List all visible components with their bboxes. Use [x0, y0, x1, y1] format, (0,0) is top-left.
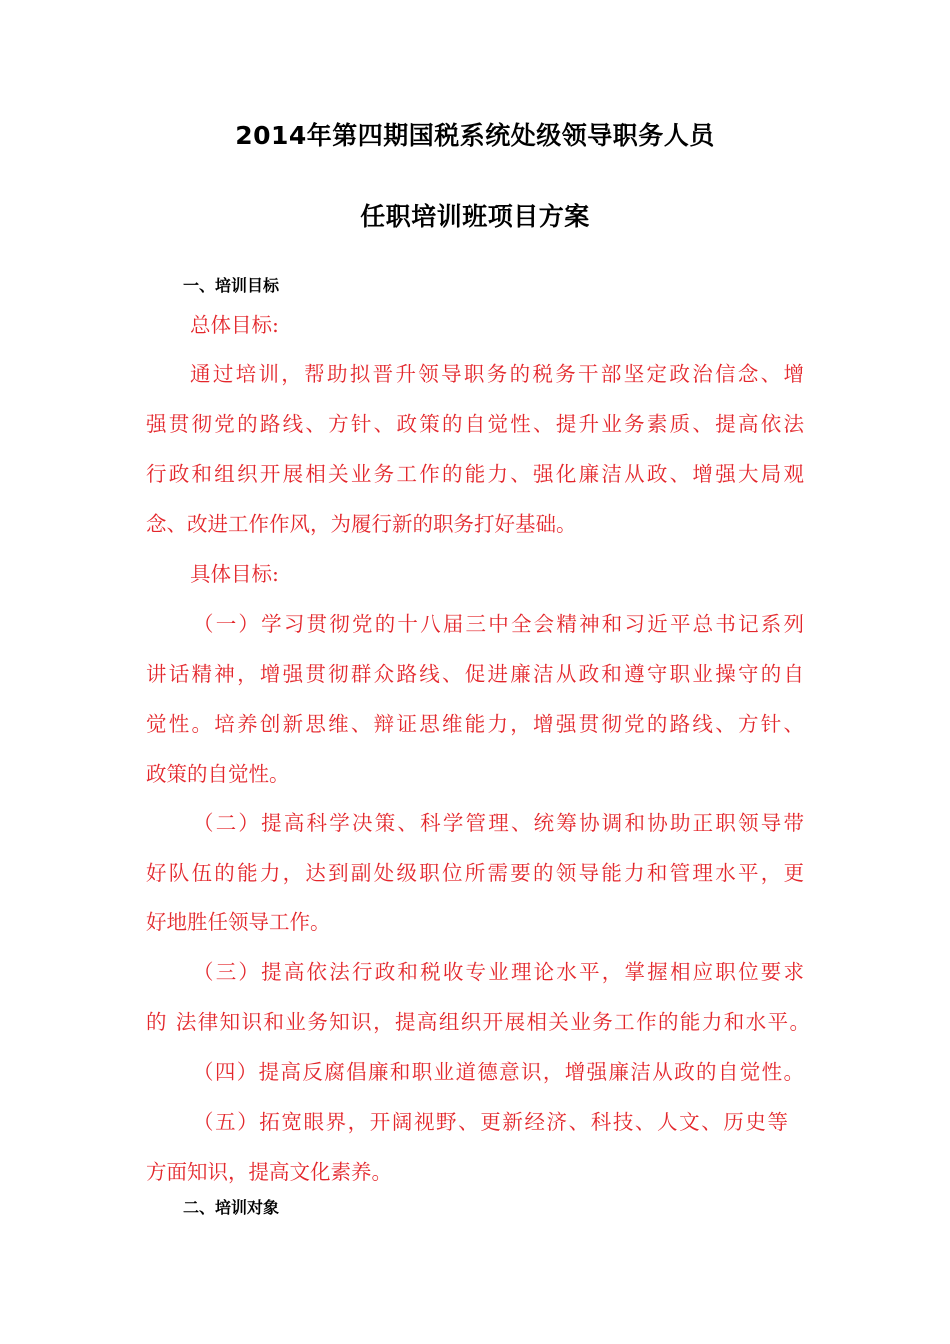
specific-goal-2-line: （二）提高科学决策、科学管理、统筹协调和协助正职领导带 [193, 811, 804, 835]
section-heading-training-goals: 一、培训目标 [183, 276, 280, 295]
specific-goal-1-line: （一）学习贯彻党的十八届三中全会精神和习近平总书记系列 [193, 612, 804, 636]
specific-goal-2-line: 好地胜任领导工作。 [146, 910, 331, 934]
specific-goal-1-line: 政策的自觉性。 [146, 762, 290, 786]
specific-goal-1-line: 觉性。培养创新思维、辩证思维能力，增强贯彻党的路线、方针、 [146, 712, 804, 736]
overall-goal-line: 行政和组织开展相关业务工作的能力、强化廉洁从政、增强大局观 [146, 462, 804, 486]
specific-goal-4-line: （四）提高反腐倡廉和职业道德意识，增强廉洁从政的自觉性。 [193, 1060, 804, 1084]
overall-goal-line: 强贯彻党的路线、方针、政策的自觉性、提升业务素质、提高依法 [146, 412, 804, 436]
specific-goal-label: 具体目标: [190, 562, 279, 586]
specific-goal-3-line: 的 法律知识和业务知识，提高组织开展相关业务工作的能力和水平。 [146, 1010, 810, 1034]
document-title-line-1: 2014年第四期国税系统处级领导职务人员 [235, 121, 715, 150]
overall-goal-line: 通过培训，帮助拟晋升领导职务的税务干部坚定政治信念、增 [190, 362, 804, 386]
specific-goal-5-line: （五）拓宽眼界，开阔视野、更新经济、科技、人文、历史等 [193, 1110, 788, 1134]
specific-goal-2-line: 好队伍的能力，达到副处级职位所需要的领导能力和管理水平，更 [146, 861, 804, 885]
specific-goal-3-line: （三）提高依法行政和税收专业理论水平，掌握相应职位要求 [193, 960, 804, 984]
section-heading-training-targets: 二、培训对象 [183, 1198, 280, 1217]
document-title-line-2: 任职培训班项目方案 [360, 202, 590, 231]
specific-goal-1-line: 讲话精神，增强贯彻群众路线、促进廉洁从政和遵守职业操守的自 [146, 662, 804, 686]
overall-goal-line: 念、改进工作作风，为履行新的职务打好基础。 [146, 512, 577, 536]
specific-goal-5-line: 方面知识，提高文化素养。 [146, 1160, 392, 1184]
overall-goal-label: 总体目标: [190, 313, 279, 337]
